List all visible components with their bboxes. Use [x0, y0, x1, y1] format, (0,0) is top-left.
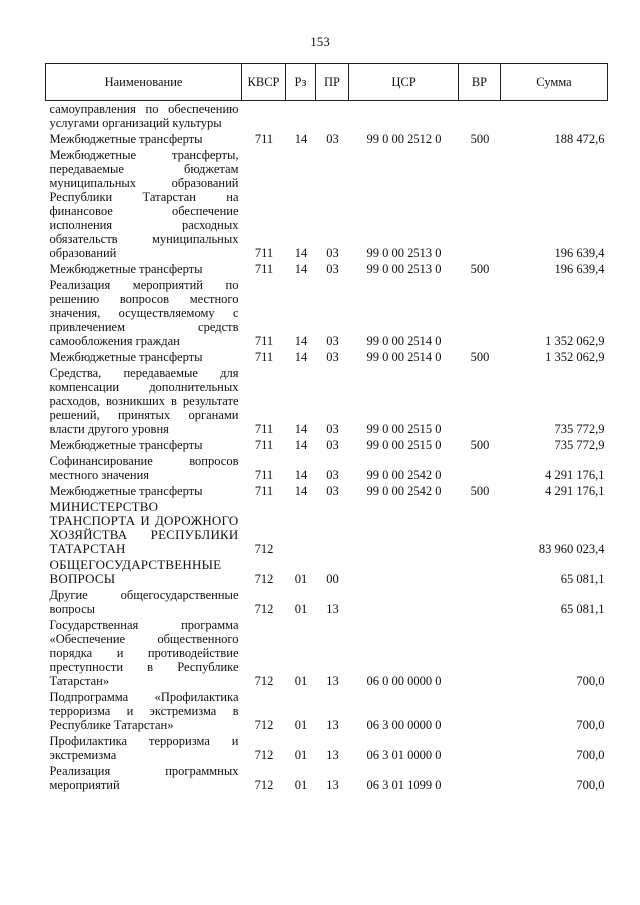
row-name: Межбюджетные трансферты — [49, 350, 203, 364]
header-csr: ЦСР — [349, 64, 459, 101]
row-rz: 01 — [294, 572, 308, 586]
row-sum: 196 639,4 — [554, 262, 605, 276]
row-kvsr: 711 — [254, 262, 274, 276]
table-row — [46, 277, 608, 349]
header-pr: ПР — [316, 64, 349, 101]
row-vr: 500 — [470, 438, 490, 452]
row-kvsr: 711 — [254, 484, 274, 498]
row-rz: 14 — [294, 246, 308, 260]
row-kvsr: 711 — [254, 350, 274, 364]
row-csr — [349, 499, 459, 557]
table-row — [46, 763, 608, 793]
row-name: Софинансирование вопросов местного значения — [49, 454, 239, 482]
budget-table — [45, 63, 608, 793]
row-name: Межбюджетные трансферты — [49, 484, 203, 498]
row-kvsr: 712 — [254, 602, 274, 616]
row-pr: 03 — [326, 468, 339, 482]
row-csr — [349, 557, 459, 587]
row-kvsr: 712 — [254, 542, 274, 556]
row-vr — [459, 763, 501, 793]
row-pr: 03 — [326, 438, 339, 452]
row-sum: 735 772,9 — [554, 422, 605, 436]
row-vr — [459, 147, 501, 261]
row-kvsr: 712 — [254, 572, 274, 586]
row-pr: 03 — [326, 484, 339, 498]
row-rz: 14 — [294, 350, 308, 364]
row-vr — [459, 101, 501, 132]
table-row — [46, 349, 608, 365]
row-pr — [316, 101, 349, 132]
row-name: ОБЩЕГОСУДАРСТВЕННЫЕ ВОПРОСЫ — [49, 557, 222, 586]
row-sum: 700,0 — [576, 778, 605, 792]
row-sum: 4 291 176,1 — [545, 484, 605, 498]
row-csr — [349, 101, 459, 132]
row-csr: 99 0 00 2512 0 — [366, 132, 442, 146]
table-row — [46, 261, 608, 277]
row-name: Межбюджетные трансферты — [49, 132, 203, 146]
row-sum: 196 639,4 — [554, 246, 605, 260]
row-rz: 01 — [294, 602, 308, 616]
row-pr: 13 — [326, 778, 339, 792]
row-kvsr: 711 — [254, 422, 274, 436]
table-row — [46, 733, 608, 763]
row-kvsr: 712 — [254, 674, 274, 688]
row-csr: 06 3 01 1099 0 — [366, 778, 442, 792]
row-vr — [459, 733, 501, 763]
row-csr: 99 0 00 2514 0 — [366, 334, 442, 348]
row-sum: 4 291 176,1 — [545, 468, 605, 482]
row-name: Другие общегосударственные вопросы — [49, 588, 239, 616]
row-name: Профилактика терроризма и экстремизма — [49, 734, 239, 762]
row-kvsr: 711 — [254, 468, 274, 482]
row-pr: 13 — [326, 602, 339, 616]
page-number: 153 — [310, 34, 330, 49]
header-rz: Рз — [286, 64, 316, 101]
row-name: Средства, передаваемые для компенсации дополнительных расходов, возникших в результате решений, принятых органами власти другого уровня — [49, 366, 239, 436]
row-csr: 99 0 00 2514 0 — [366, 350, 442, 364]
table-row — [46, 147, 608, 261]
row-kvsr: 712 — [254, 748, 274, 762]
row-name: Межбюджетные трансферты, передаваемые бюджетам муниципальных образований Республики Татарстан на финансовое обеспечение исполнения расходных обязательств муниципальных образований — [49, 148, 239, 260]
row-name: Межбюджетные трансферты — [49, 262, 203, 276]
row-sum: 700,0 — [576, 748, 605, 762]
row-name: самоуправления по обеспечению услугами организаций культуры — [49, 102, 239, 130]
row-csr: 06 0 00 0000 0 — [366, 674, 442, 688]
row-sum: 1 352 062,9 — [545, 334, 605, 348]
row-sum — [501, 101, 608, 132]
row-sum: 65 081,1 — [560, 572, 605, 586]
row-sum: 1 352 062,9 — [545, 350, 605, 364]
table-header-row — [46, 64, 608, 101]
row-csr: 06 3 00 0000 0 — [366, 718, 442, 732]
row-name: Межбюджетные трансферты — [49, 438, 203, 452]
row-csr: 99 0 00 2513 0 — [366, 262, 442, 276]
row-rz: 14 — [294, 262, 308, 276]
row-pr: 03 — [326, 422, 339, 436]
row-kvsr: 712 — [254, 718, 274, 732]
row-pr: 13 — [326, 748, 339, 762]
row-csr: 99 0 00 2542 0 — [366, 468, 442, 482]
table-row — [46, 437, 608, 453]
row-rz: 14 — [294, 468, 308, 482]
row-pr: 00 — [326, 572, 339, 586]
row-kvsr: 711 — [254, 132, 274, 146]
row-rz — [286, 499, 316, 557]
row-pr: 03 — [326, 334, 339, 348]
row-vr: 500 — [470, 262, 490, 276]
header-kvsr: КВСР — [242, 64, 286, 101]
table-row — [46, 499, 608, 557]
table-row — [46, 557, 608, 587]
row-csr: 99 0 00 2513 0 — [366, 246, 442, 260]
row-pr: 13 — [326, 674, 339, 688]
row-vr: 500 — [470, 132, 490, 146]
row-sum: 188 472,6 — [554, 132, 605, 146]
row-pr: 03 — [326, 350, 339, 364]
row-kvsr: 711 — [254, 334, 274, 348]
row-rz: 01 — [294, 718, 308, 732]
row-vr — [459, 365, 501, 437]
row-kvsr — [242, 101, 286, 132]
row-kvsr: 711 — [254, 438, 274, 452]
row-vr — [459, 557, 501, 587]
row-vr: 500 — [470, 484, 490, 498]
row-vr — [459, 277, 501, 349]
row-rz: 14 — [294, 438, 308, 452]
row-vr — [459, 499, 501, 557]
row-pr: 03 — [326, 246, 339, 260]
row-rz: 14 — [294, 422, 308, 436]
row-csr: 06 3 01 0000 0 — [366, 748, 442, 762]
row-name: Реализация программных мероприятий — [49, 764, 239, 792]
row-rz: 01 — [294, 778, 308, 792]
row-vr — [459, 453, 501, 483]
row-rz: 14 — [294, 334, 308, 348]
row-pr: 03 — [326, 262, 339, 276]
row-rz: 01 — [294, 674, 308, 688]
row-name: Реализация мероприятий по решению вопросов местного значения, осуществляемому с привлечением средств самообложения граждан — [49, 278, 239, 348]
header-sum: Сумма — [501, 64, 608, 101]
row-vr — [459, 587, 501, 617]
row-sum: 83 960 023,4 — [538, 542, 605, 556]
table-row — [46, 587, 608, 617]
row-name: МИНИСТЕРСТВО ТРАНСПОРТА И ДОРОЖНОГО ХОЗЯЙСТВА РЕСПУБЛИКИ ТАТАРСТАН — [49, 499, 239, 556]
table-row — [46, 483, 608, 499]
row-rz: 14 — [294, 484, 308, 498]
row-csr: 99 0 00 2515 0 — [366, 422, 442, 436]
row-name: Государственная программа «Обеспечение общественного порядка и противодействие преступности в Республике Татарстан» — [49, 618, 239, 688]
row-kvsr: 711 — [254, 246, 274, 260]
table-row — [46, 101, 608, 132]
row-rz: 01 — [294, 748, 308, 762]
row-csr: 99 0 00 2542 0 — [366, 484, 442, 498]
row-csr: 99 0 00 2515 0 — [366, 438, 442, 452]
row-vr — [459, 689, 501, 733]
row-sum: 735 772,9 — [554, 438, 605, 452]
row-sum: 700,0 — [576, 674, 605, 688]
table-row — [46, 689, 608, 733]
row-rz: 14 — [294, 132, 308, 146]
row-name: Подпрограмма «Профилактика терроризма и экстремизма в Республике Татарстан» — [49, 690, 239, 732]
row-pr: 03 — [326, 132, 339, 146]
row-csr — [349, 587, 459, 617]
row-rz — [286, 101, 316, 132]
row-kvsr: 712 — [254, 778, 274, 792]
table-row — [46, 131, 608, 147]
row-sum: 700,0 — [576, 718, 605, 732]
row-pr — [316, 499, 349, 557]
header-vr: ВР — [459, 64, 501, 101]
header-name: Наименование — [46, 64, 242, 101]
row-pr: 13 — [326, 718, 339, 732]
table-row — [46, 453, 608, 483]
row-vr: 500 — [470, 350, 490, 364]
row-vr — [459, 617, 501, 689]
row-sum: 65 081,1 — [560, 602, 605, 616]
table-row — [46, 365, 608, 437]
table-row — [46, 617, 608, 689]
